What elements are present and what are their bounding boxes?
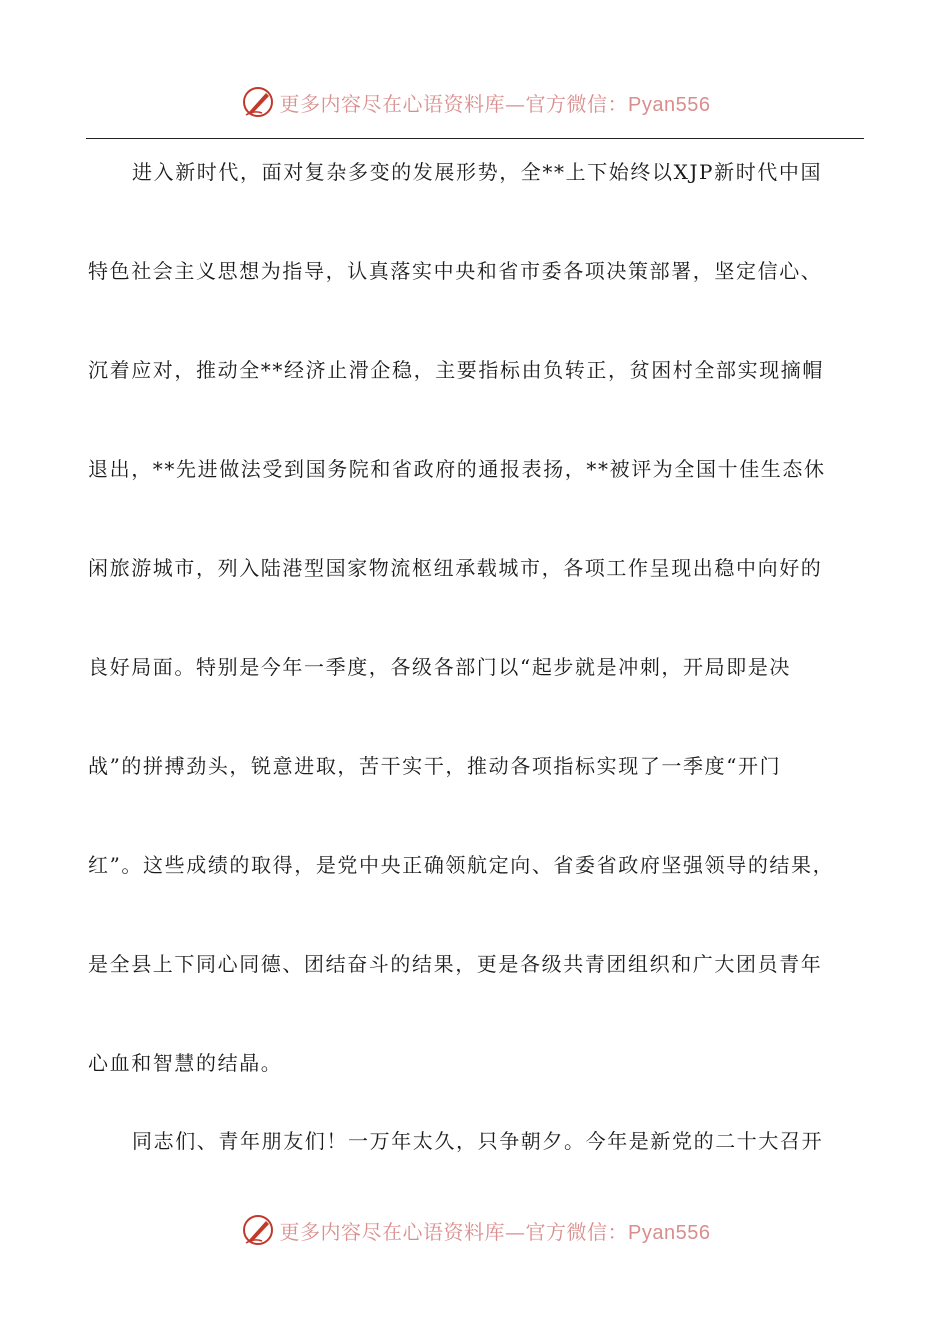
body-line: 是全县上下同心同德、团结奋斗的结果，更是各级共青团组织和广大团员青年 <box>88 952 823 976</box>
footer-wechat-id: Pyan556 <box>628 1221 711 1244</box>
footer-banner-text: 更多内容尽在心语资料库—官方微信：Pyan556 <box>279 1219 711 1244</box>
header-banner-text: 更多内容尽在心语资料库—官方微信：Pyan556 <box>279 91 711 116</box>
body-line: 红”。这些成绩的取得，是党中央正确领航定向、省委省政府坚强领导的结果， <box>88 853 835 877</box>
body-line: 良好局面。特别是今年一季度，各级各部门以“起步就是冲刺，开局即是决 <box>88 655 792 679</box>
header-wechat-id: Pyan556 <box>628 93 711 116</box>
body-line: 心血和智慧的结晶。 <box>88 1051 283 1075</box>
body-line: 同志们、青年朋友们！一万年太久，只争朝夕。今年是新党的二十大召开 <box>132 1129 824 1153</box>
header-banner <box>0 82 950 122</box>
pen-circle-logo-icon <box>240 1212 276 1248</box>
body-line: 特色社会主义思想为指导，认真落实中央和省市委各项决策部署，坚定信心、 <box>88 259 823 283</box>
body-line: 闲旅游城市，列入陆港型国家物流枢纽承载城市，各项工作呈现出稳中向好的 <box>88 556 823 580</box>
body-line: 战”的拼搏劲头，锐意进取，苦干实干，推动各项指标实现了一季度“开门 <box>88 754 782 778</box>
body-line: 进入新时代，面对复杂多变的发展形势，全**上下始终以XJP新时代中国 <box>132 160 823 184</box>
footer-banner <box>0 1210 950 1250</box>
pen-circle-logo-icon <box>240 84 276 120</box>
body-line: 沉着应对，推动全**经济止滑企稳，主要指标由负转正，贫困村全部实现摘帽 <box>88 358 824 382</box>
header-divider <box>86 138 864 139</box>
body-line: 退出，**先进做法受到国务院和省政府的通报表扬，**被评为全国十佳生态休 <box>88 457 826 481</box>
